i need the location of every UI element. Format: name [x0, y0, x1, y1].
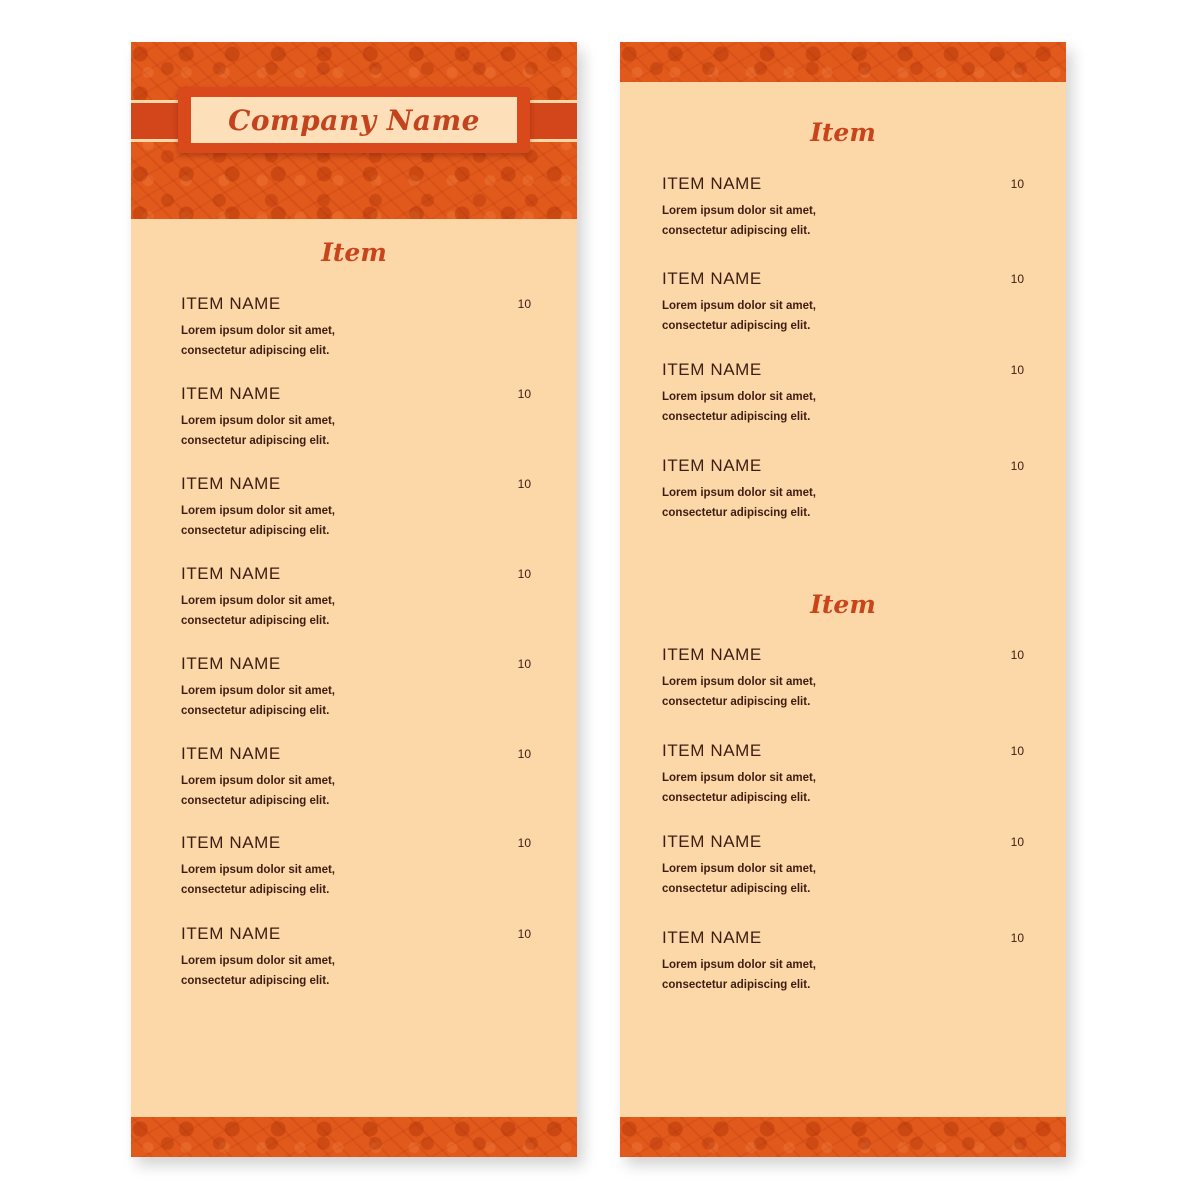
menu-item [662, 174, 1024, 241]
footer-pattern-band [620, 1117, 1066, 1157]
item-description-line: Lorem ipsum dolor sit amet, [662, 300, 816, 312]
item-price: 10 [517, 297, 531, 311]
item-price: 10 [1010, 272, 1024, 286]
item-name: ITEM NAME [181, 384, 281, 403]
item-name: ITEM NAME [662, 645, 762, 664]
item-description-line: consectetur adipiscing elit. [181, 884, 330, 896]
item-name: ITEM NAME [662, 269, 762, 288]
menu-item [662, 456, 1024, 523]
item-name: ITEM NAME [662, 174, 762, 193]
item-description-line: consectetur adipiscing elit. [181, 705, 330, 717]
section-title: Item [810, 118, 876, 147]
item-description [181, 681, 381, 721]
item-name: ITEM NAME [181, 654, 281, 673]
item-description-line: consectetur adipiscing elit. [662, 320, 811, 332]
item-description-line: consectetur adipiscing elit. [181, 795, 330, 807]
item-description [181, 591, 381, 631]
item-description-line: consectetur adipiscing elit. [181, 345, 330, 357]
item-description-line: Lorem ipsum dolor sit amet, [181, 415, 335, 427]
company-name-plate-inner [191, 97, 517, 143]
item-name: ITEM NAME [662, 741, 762, 760]
item-description-line: Lorem ipsum dolor sit amet, [662, 487, 816, 499]
item-description [181, 501, 381, 541]
menu-item [181, 924, 531, 991]
menu-panel-left [131, 42, 577, 1157]
item-price: 10 [1010, 177, 1024, 191]
menu-item [662, 741, 1024, 808]
item-price: 10 [1010, 744, 1024, 758]
item-description-line: Lorem ipsum dolor sit amet, [181, 325, 335, 337]
item-description-line: consectetur adipiscing elit. [662, 792, 811, 804]
item-price: 10 [1010, 931, 1024, 945]
menu-item [662, 832, 1024, 899]
item-description [662, 387, 862, 427]
item-price: 10 [1010, 835, 1024, 849]
item-description-line: Lorem ipsum dolor sit amet, [662, 772, 816, 784]
item-description-line: consectetur adipiscing elit. [662, 411, 811, 423]
item-price: 10 [1010, 648, 1024, 662]
item-description-line: consectetur adipiscing elit. [181, 615, 330, 627]
item-description-line: Lorem ipsum dolor sit amet, [662, 676, 816, 688]
item-description [181, 411, 381, 451]
header-pattern-band [620, 42, 1066, 82]
item-name: ITEM NAME [181, 833, 281, 852]
item-price: 10 [517, 387, 531, 401]
section-title: Item [321, 238, 387, 267]
item-description [662, 672, 862, 712]
item-name: ITEM NAME [181, 474, 281, 493]
menu-item [181, 744, 531, 811]
item-description-line: Lorem ipsum dolor sit amet, [662, 959, 816, 971]
menu-item [662, 928, 1024, 995]
item-description-line: Lorem ipsum dolor sit amet, [181, 595, 335, 607]
item-description-line: Lorem ipsum dolor sit amet, [662, 391, 816, 403]
item-name: ITEM NAME [181, 564, 281, 583]
menu-item [181, 474, 531, 541]
item-description-line: consectetur adipiscing elit. [662, 696, 811, 708]
item-description [181, 951, 381, 991]
item-description [662, 859, 862, 899]
item-name: ITEM NAME [181, 294, 281, 313]
item-name: ITEM NAME [181, 924, 281, 943]
item-description [662, 768, 862, 808]
item-price: 10 [517, 747, 531, 761]
item-price: 10 [517, 927, 531, 941]
item-description-line: consectetur adipiscing elit. [662, 883, 811, 895]
item-description [662, 483, 862, 523]
item-description-line: consectetur adipiscing elit. [662, 225, 811, 237]
item-description-line: consectetur adipiscing elit. [181, 435, 330, 447]
company-name-plate [178, 87, 530, 153]
item-description [662, 955, 862, 995]
item-price: 10 [517, 567, 531, 581]
menu-panel-right [620, 42, 1066, 1157]
menu-item [181, 833, 531, 900]
item-description [181, 321, 381, 361]
item-description-line: consectetur adipiscing elit. [181, 525, 330, 537]
item-description [181, 860, 381, 900]
item-description-line: Lorem ipsum dolor sit amet, [662, 863, 816, 875]
item-name: ITEM NAME [181, 744, 281, 763]
footer-pattern-band [131, 1117, 577, 1157]
menu-item [181, 654, 531, 721]
menu-item [181, 384, 531, 451]
item-price: 10 [1010, 363, 1024, 377]
item-description [662, 296, 862, 336]
section-title: Item [810, 590, 876, 619]
item-price: 10 [517, 836, 531, 850]
item-description-line: consectetur adipiscing elit. [181, 975, 330, 987]
item-description-line: Lorem ipsum dolor sit amet, [181, 685, 335, 697]
item-name: ITEM NAME [662, 360, 762, 379]
item-name: ITEM NAME [662, 456, 762, 475]
item-description-line: Lorem ipsum dolor sit amet, [181, 864, 335, 876]
company-name: Company Name [228, 103, 480, 137]
menu-item [181, 294, 531, 361]
item-description-line: consectetur adipiscing elit. [662, 507, 811, 519]
menu-item [662, 360, 1024, 427]
item-name: ITEM NAME [662, 832, 762, 851]
item-price: 10 [1010, 459, 1024, 473]
item-description [181, 771, 381, 811]
menu-item [181, 564, 531, 631]
item-description-line: Lorem ipsum dolor sit amet, [181, 775, 335, 787]
item-description [662, 201, 862, 241]
item-description-line: Lorem ipsum dolor sit amet, [662, 205, 816, 217]
item-description-line: Lorem ipsum dolor sit amet, [181, 955, 335, 967]
item-description-line: consectetur adipiscing elit. [662, 979, 811, 991]
menu-item [662, 269, 1024, 336]
item-price: 10 [517, 657, 531, 671]
menu-item [662, 645, 1024, 712]
item-price: 10 [517, 477, 531, 491]
item-description-line: Lorem ipsum dolor sit amet, [181, 505, 335, 517]
item-name: ITEM NAME [662, 928, 762, 947]
